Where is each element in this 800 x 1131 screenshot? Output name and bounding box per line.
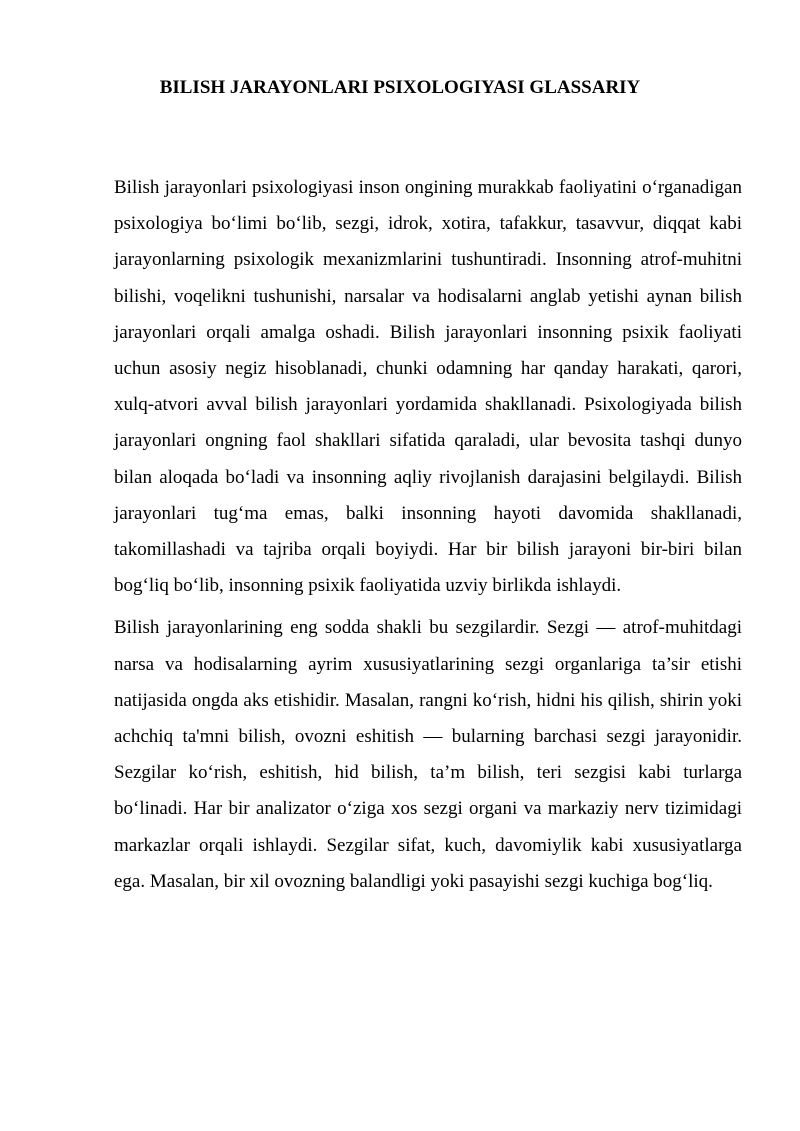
paragraph-2: Bilish jarayonlarining eng sodda shakli bu sezgilardir. Sezgi — atrof-muhitdagi narsa va hodisalarning ayrim xususiyatlarining sezgi organlariga ta’sir etishi natijasida ongda aks etishidir. Masalan, rangni ko‘rish, hidni his qilish, shirin yoki achchiq ta'mni bilish, ovozni eshitish — bularning barchasi sezgi jarayonidir. Sezgilar ko‘rish, eshitish, hid bilish, ta’m bilish, teri sezgisi kabi turlarga bo‘linadi. Har bir analizator o‘ziga xos sezgi organi va markaziy nerv tizimidagi markazlar orqali ishlaydi. Sezgilar sifat, kuch, davomiylik kabi xususiyatlarga ega. Masalan, bir xil ovozning balandligi yoki pasayishi sezgi kuchiga bog‘liq. — [114, 617, 742, 892]
paragraph-1: Bilish jarayonlari psixologiyasi inson ongining murakkab faoliyatini o‘rganadigan psixologiya bo‘limi bo‘lib, sezgi, idrok, xotira, tafakkur, tasavvur, diqqat kabi jarayonlarning psixologik mexanizmlarini tushuntiradi. Insonning atrof-muhitni bilishi, voqelikni tushunishi, narsalar va hodisalarni anglab yetishi aynan bilish jarayonlari orqali amalga oshadi. Bilish jarayonlari insonning psixik faoliyati uchun asosiy negiz hisoblanadi, chunki odamning har qanday harakati, qarori, xulq-atvori avval bilish jarayonlari yordamida shakllanadi. Psixologiyada bilish jarayonlari ongning faol shakllari sifatida qaraladi, ular bevosita tashqi dunyo bilan aloqada bo‘ladi va insonning aqliy rivojlanish darajasini belgilaydi. Bilish jarayonlari tug‘ma emas, balki insonning hayoti davomida shakllanadi, takomillashadi va tajriba orqali boyiydi. Har bir bilish jarayoni bir-biri bilan bog‘liq bo‘lib, insonning psixik faoliyatida uzviy birlikda ishlaydi. — [114, 177, 742, 597]
document-body — [114, 170, 742, 906]
document-title: BILISH JARAYONLARI PSIXOLOGIYASI GLASSARIY — [159, 77, 641, 98]
